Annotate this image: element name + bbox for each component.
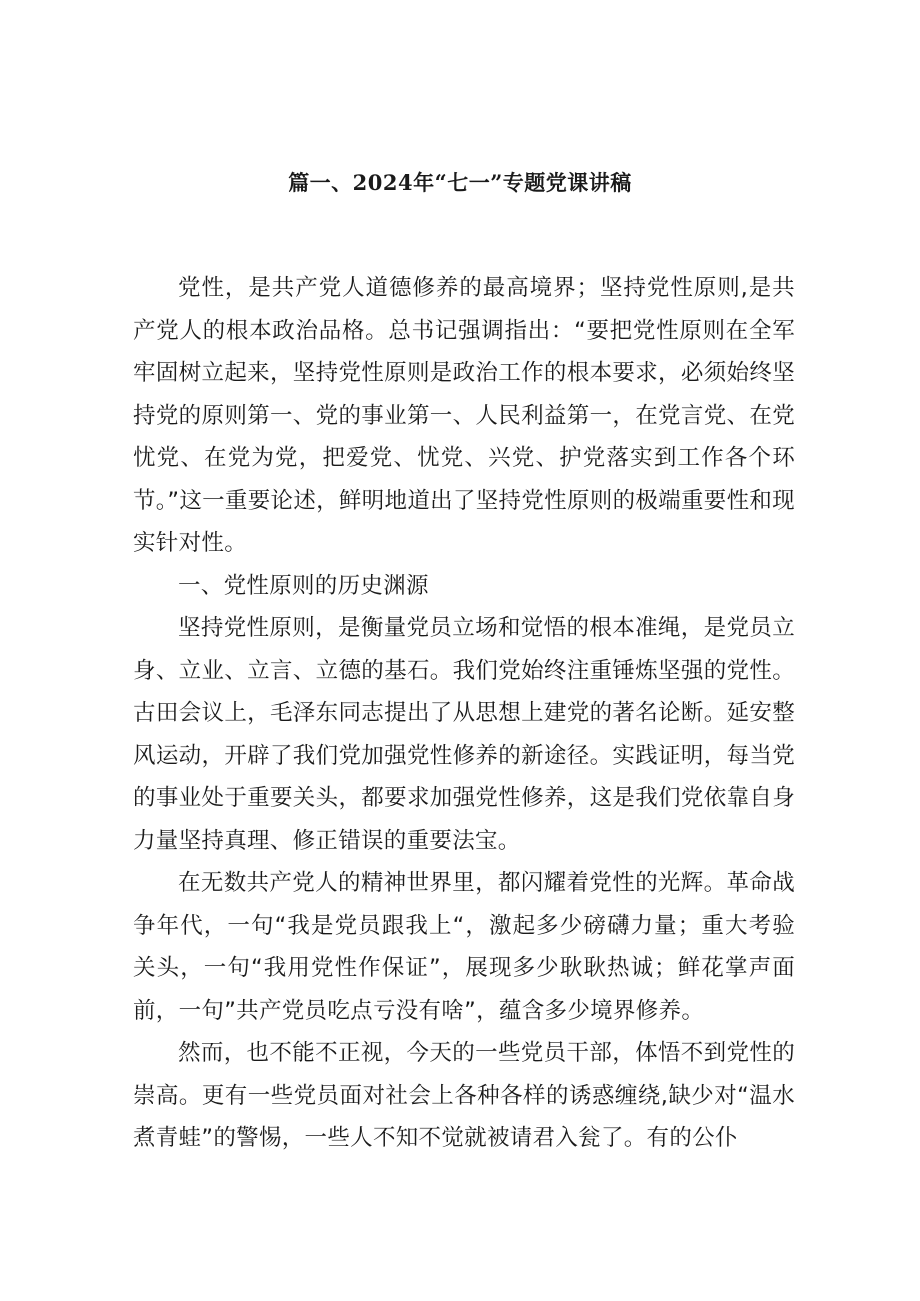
paragraph-however: 然而，也不能不正视，今天的一些党员干部，体悟不到党性的崇高。更有一些党员面对社会上各种各样的诱惑缠绕,缺少对“温水煮青蛙”的警惕，一些人不知不觉就被请君入瓮了。有的公仆 [133,1040,795,1151]
paragraph-history: 坚持党性原则，是衡量党员立场和觉悟的根本准绳，是党员立身、立业、立言、立德的基石。我们党始终注重锤炼坚强的党性。古田会议上，毛泽东同志提出了从思想上建党的著名论断。延安整风运动，开辟了我们党加强党性修养的新途径。实践证明，每当党的事业处于重要关头，都要求加强党性修养，这是我们党依靠自身力量坚持真理、修正错误的重要法宝。 [133,615,795,854]
document-title: 篇一、2024年“七一”专题党课讲稿 [288,170,632,195]
section-heading-1: 一、党性原则的历史渊源 [178,572,429,599]
paragraph-spirit: 在无数共产党人的精神世界里，都闪耀着党性的光辉。革命战争年代，一句“我是党员跟我上“，激起多少磅礴力量；重大考验关头，一句“我用党性作保证”，展现多少耿耿热诚；鲜花掌声面前，一句”共产党员吃点亏没有啥”，蕴含多少境界修养。 [133,870,795,1024]
paragraph-intro: 党性，是共产党人道德修养的最高境界；坚持党性原则,是共产党人的根本政治品格。总书记强调指出：“要把党性原则在全军牢固树立起来，坚持党性原则是政治工作的根本要求，必须始终坚持党的原则第一、党的事业第一、人民利益第一，在党言党、在党忧党、在党为党，把爱党、忧党、兴党、护党落实到工作各个环节。”这一重要论述，鲜明地道出了坚持党性原则的极端重要性和现实针对性。 [133,275,795,556]
document-body [133,267,795,1160]
